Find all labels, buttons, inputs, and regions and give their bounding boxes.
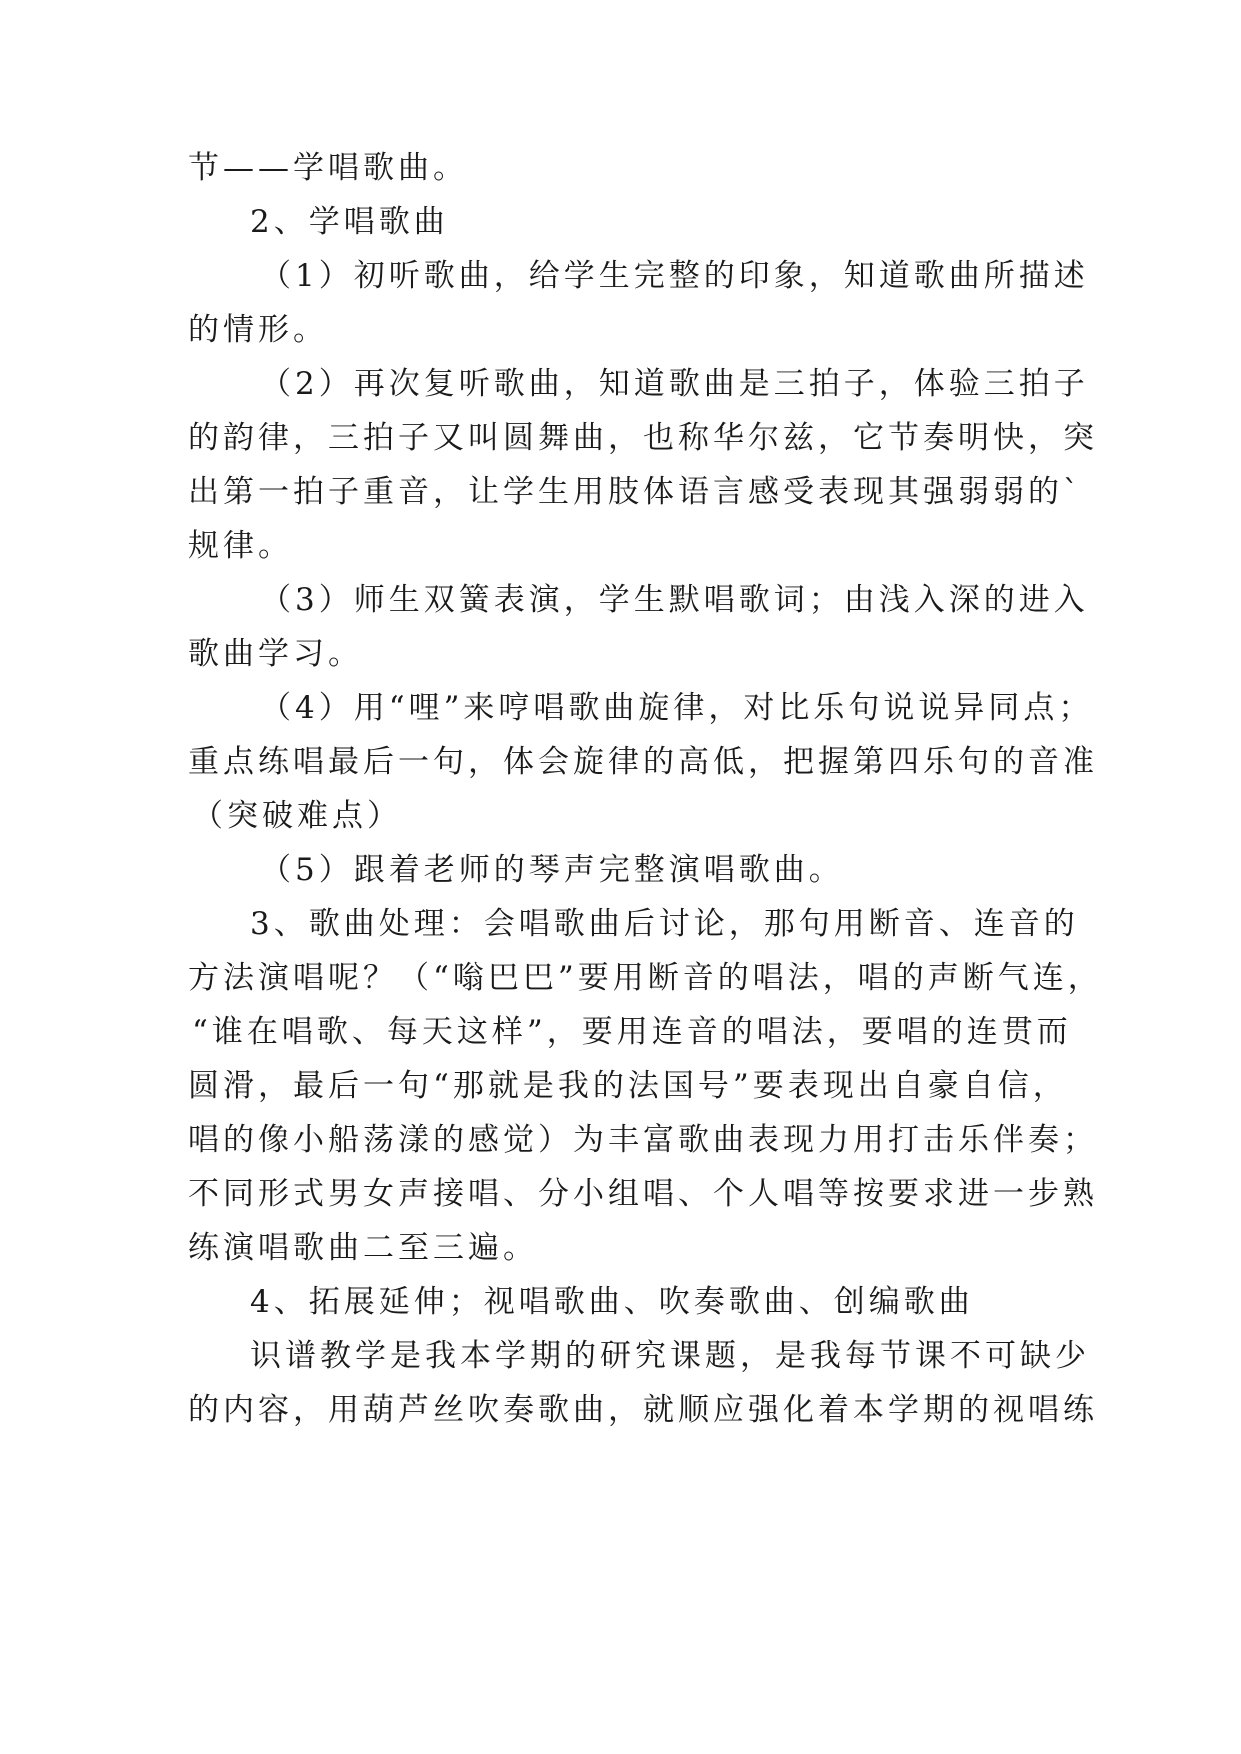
- text-line: 重点练唱最后一句，体会旋律的高低，把握第四乐句的音准: [188, 744, 1098, 780]
- text-line: （4）用“哩”来哼唱歌曲旋律，对比乐句说说异同点；: [260, 690, 1094, 726]
- text-line: （3）师生双簧表演，学生默唱歌词；由浅入深的进入: [260, 582, 1089, 618]
- text-line: （突破难点）: [192, 798, 402, 834]
- text-line: 方法演唱呢？（“嗡巴巴”要用断音的唱法，唱的声断气连，: [188, 960, 1103, 996]
- text-line: （1）初听歌曲，给学生完整的印象，知道歌曲所描述: [260, 258, 1089, 294]
- text-line: 练演唱歌曲二至三遍。: [188, 1230, 538, 1266]
- text-line: 歌曲学习。: [188, 636, 363, 672]
- text-line: 的韵律，三拍子又叫圆舞曲，也称华尔兹，它节奏明快，突: [188, 420, 1098, 456]
- text-line: （2）再次复听歌曲，知道歌曲是三拍子，体验三拍子: [260, 366, 1089, 402]
- section-heading: 2、学唱歌曲: [250, 204, 449, 240]
- section-heading: 3、歌曲处理：会唱歌曲后讨论，那句用断音、连音的: [250, 906, 1079, 942]
- text-line: “谁在唱歌、每天这样”，要用连音的唱法，要唱的连贯而: [192, 1014, 1072, 1050]
- text-line: 的内容，用葫芦丝吹奏歌曲，就顺应强化着本学期的视唱练: [188, 1392, 1098, 1428]
- text-line: （5）跟着老师的琴声完整演唱歌曲。: [260, 852, 844, 888]
- text-line: 不同形式男女声接唱、分小组唱、个人唱等按要求进一步熟: [188, 1176, 1098, 1212]
- section-heading: 4、拓展延伸；视唱歌曲、吹奏歌曲、创编歌曲: [250, 1284, 974, 1320]
- text-line: 圆滑，最后一句“那就是我的法国号”要表现出自豪自信，: [188, 1068, 1068, 1104]
- text-line: 识谱教学是我本学期的研究课题，是我每节课不可缺少: [250, 1338, 1090, 1374]
- text-line: 节——学唱歌曲。: [188, 150, 468, 186]
- text-line: 唱的像小船荡漾的感觉）为丰富歌曲表现力用打击乐伴奏；: [188, 1122, 1098, 1158]
- text-line: 规律。: [188, 528, 293, 564]
- text-line: 的情形。: [188, 312, 328, 348]
- text-line: 出第一拍子重音，让学生用肢体语言感受表现其强弱弱的`: [188, 474, 1083, 510]
